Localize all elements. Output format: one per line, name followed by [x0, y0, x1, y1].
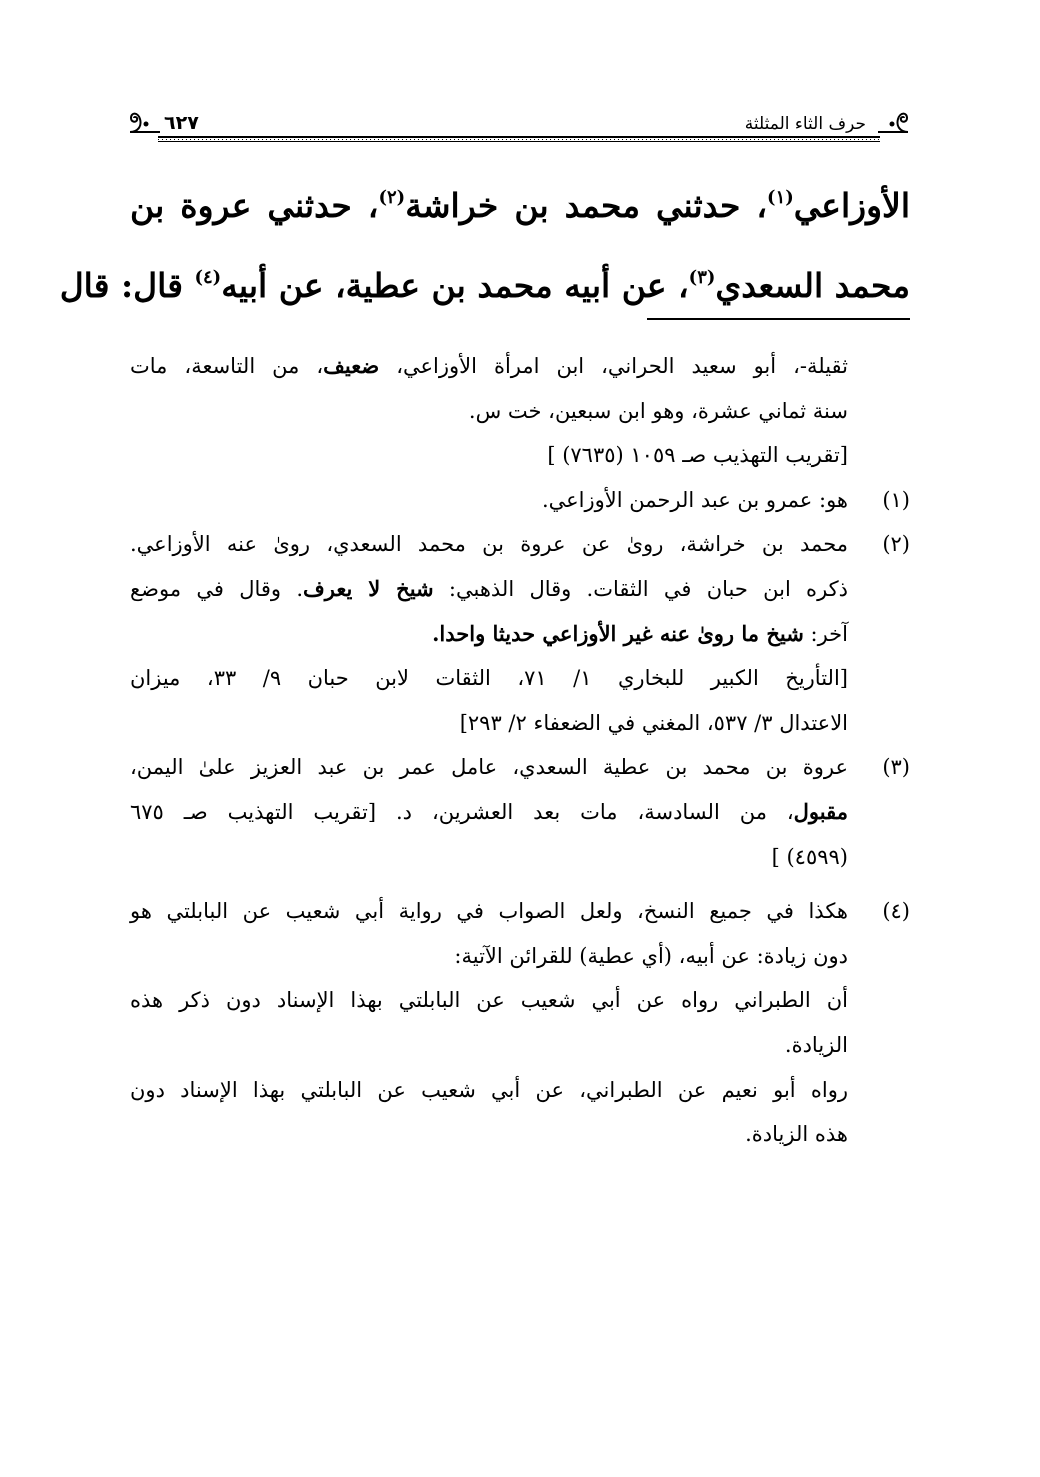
ornament-left-icon: [128, 106, 164, 136]
footnote-text: ، من السادسة، مات بعد العشرين، د. [تقريب التهذيب صـ ٦٧٥: [130, 799, 794, 824]
main-text-segment: قال: قال: [59, 266, 195, 305]
footnote-line: [130, 612, 910, 657]
footnote-line: [تقريب التهذيب صـ ١٠٥٩ (٧٦٣٥) ]: [547, 443, 848, 468]
footnote-bold-text: شيخ ما روىٰ عنه غير الأوزاعي حديثا واحدا.: [432, 620, 804, 646]
header-rule: [158, 136, 880, 142]
footnote-line: [130, 790, 910, 835]
footnote-3: [130, 745, 910, 790]
main-text-line: [59, 238, 910, 318]
footnote-bold-text: شيخ لا يعرف: [303, 575, 434, 601]
main-text: [59, 158, 911, 318]
ornament-right-icon: [874, 106, 910, 136]
main-text-segment: محمد السعدي: [715, 266, 910, 305]
footnote-line: سنة ثماني عشرة، وهو ابن سبعين، خت س.: [468, 398, 848, 423]
footnote-number: (٣): [882, 755, 910, 780]
footnote-text: ذكره ابن حبان في الثقات. وقال الذهبي:: [433, 576, 848, 601]
footnote-ref-1[interactable]: (١): [767, 187, 794, 208]
footnote-number: (٤): [882, 899, 910, 924]
footnote-number: (٢): [882, 532, 910, 557]
footnote-text: عروة بن محمد بن عطية السعدي، عامل عمر بن عبد العزيز علىٰ اليمن،: [130, 755, 848, 780]
footnote-text: هكذا في جميع النسخ، ولعل الصواب في رواية أبي شعيب عن البابلتي هو: [130, 899, 848, 924]
footnote-text: ثقيلة-، أبو سعيد الحراني، ابن امرأة الأوزاعي،: [379, 354, 848, 378]
footnote-2: [130, 522, 910, 567]
footnote-line: [130, 344, 910, 389]
footnote-ref-3[interactable]: (٣): [688, 267, 716, 288]
footnote-line: الاعتدال ٣/ ٥٣٧، المغني في الضعفاء ٢/ ٢٩٣]: [459, 710, 848, 735]
footnote-line: دون زيادة: عن أبيه، (أي عطية) للقرائن الآتية:: [454, 943, 848, 968]
footnote-separator: [647, 318, 910, 320]
footnote-line: الزيادة.: [784, 1032, 848, 1057]
footnote-4: [130, 889, 910, 934]
footnote-number: (١): [882, 487, 910, 512]
footnote-line: (٤٥٩٩) ]: [771, 844, 848, 869]
footnote-gap: [130, 879, 910, 889]
header-title: حرف الثاء المثلثة: [744, 114, 866, 134]
main-text-line: [130, 158, 910, 238]
main-text-segment: ، حدثني عروة بن: [130, 186, 379, 225]
footnote-text: هو: عمرو بن عبد الرحمن الأوزاعي.: [541, 487, 848, 512]
main-text-segment: ، عن أبيه محمد بن عطية، عن أبيه: [221, 266, 689, 305]
footnote-bold-text: مقبول: [793, 798, 848, 824]
main-text-segment: الأوزاعي: [793, 186, 911, 225]
footnote-line: هذه الزيادة.: [745, 1122, 848, 1147]
page-number: ٦٢٧: [164, 112, 199, 134]
footnote-ref-4[interactable]: (٤): [194, 267, 222, 288]
footnote-1: [130, 478, 910, 523]
footnote-line: [التأريخ الكبير للبخاري ١/ ٧١، الثقات لابن حبان ٩/ ٣٣، ميزان: [130, 666, 848, 691]
footnote-text: . وقال في موضع: [130, 576, 303, 601]
footnote-ref-2[interactable]: (٢): [378, 187, 406, 208]
footnote-text: محمد بن خراشة، روىٰ عن عروة بن محمد السعدي، روىٰ عنه الأوزاعي.: [130, 532, 848, 557]
footnote-line: أن الطبراني رواه عن أبي شعيب عن البابلتي بهذا الإسناد دون ذكر هذه: [130, 988, 848, 1013]
footnote-text: ، من التاسعة، مات: [130, 354, 324, 378]
page-header: [128, 100, 910, 148]
footnotes: [130, 344, 910, 1157]
footnote-text: آخر:: [803, 621, 848, 646]
footnote-line: رواه أبو نعيم عن الطبراني، عن أبي شعيب عن البابلتي بهذا الإسناد دون: [130, 1077, 848, 1102]
main-text-segment: ، حدثني محمد بن خراشة: [405, 186, 768, 225]
footnote-line: [130, 567, 910, 612]
footnote-bold-text: ضعيف: [323, 353, 380, 378]
